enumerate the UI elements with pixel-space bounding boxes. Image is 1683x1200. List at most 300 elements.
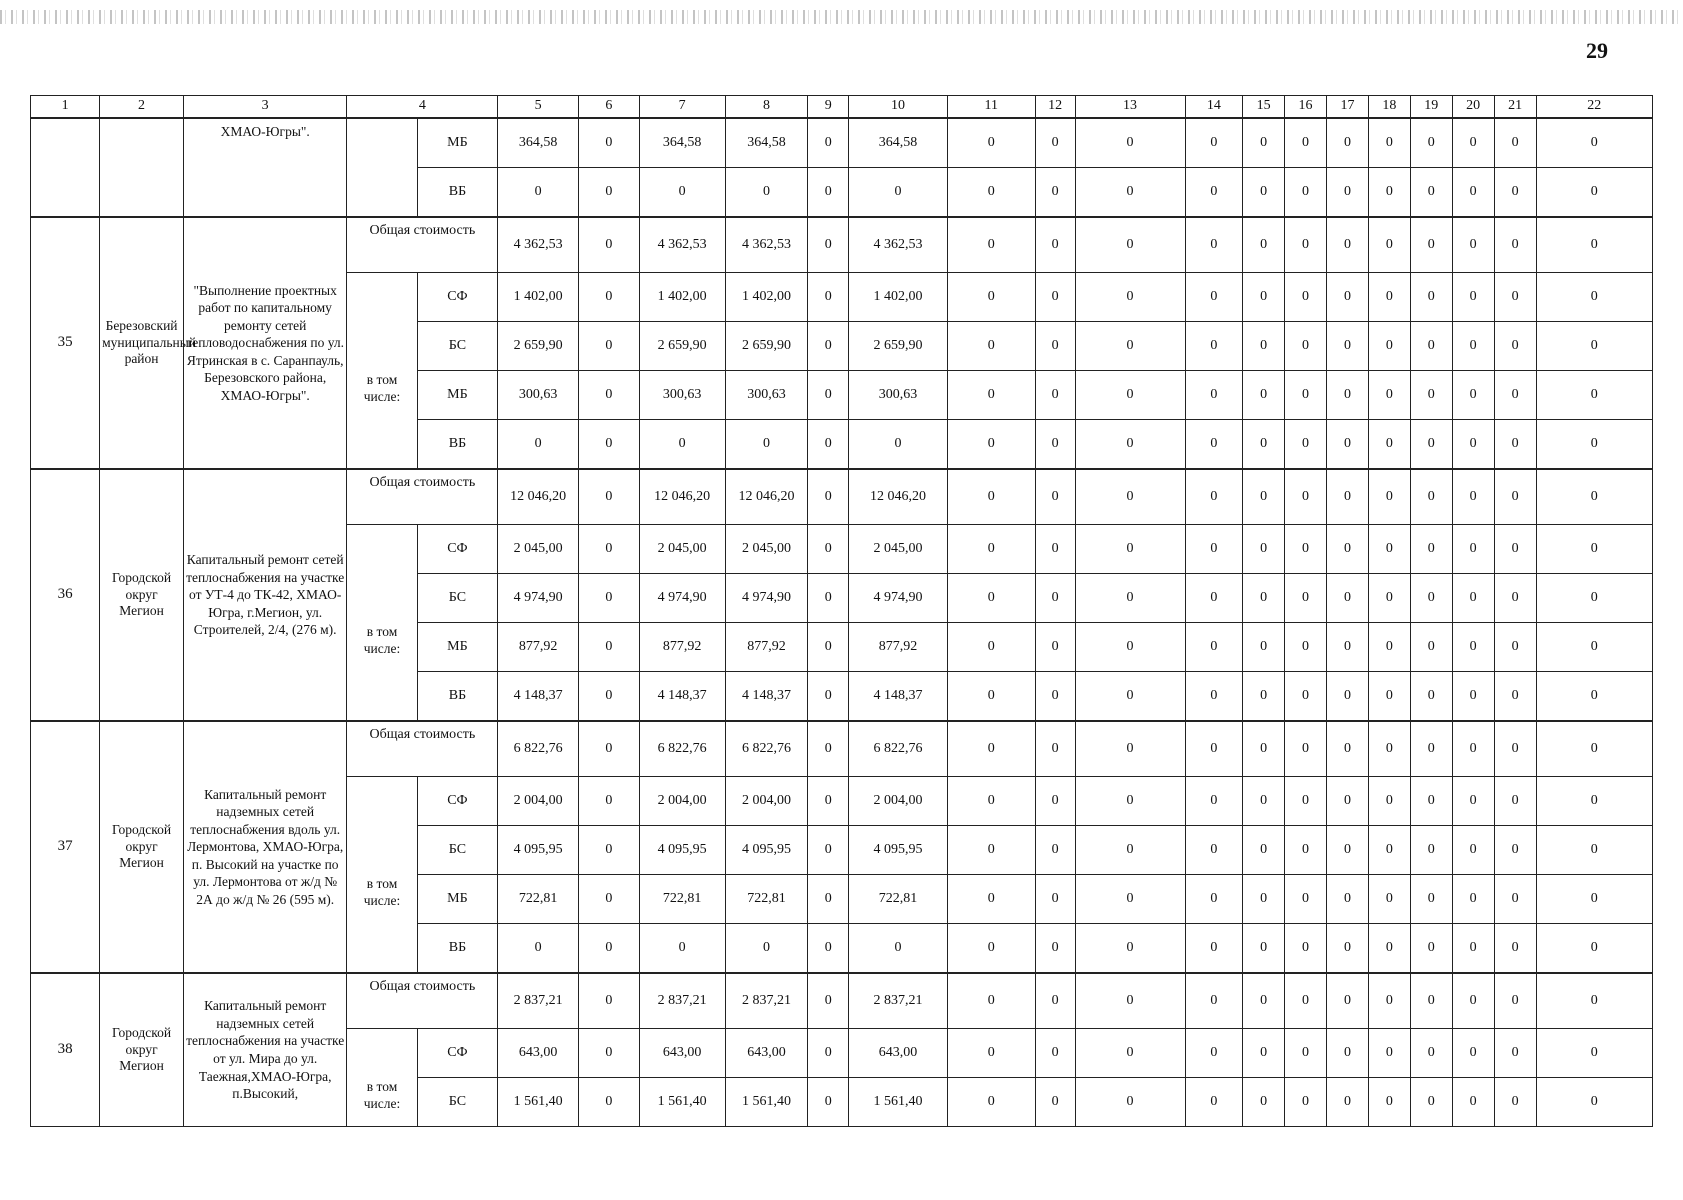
value-col-5: 2 837,21: [498, 973, 579, 1029]
value-col-8: 4 148,37: [725, 672, 808, 722]
value-col-9: 0: [808, 1078, 849, 1127]
value-col-6: 0: [578, 273, 639, 322]
value-col-12: 0: [1035, 574, 1075, 623]
value-col-13: 0: [1075, 322, 1185, 371]
value-col-12: 0: [1035, 525, 1075, 574]
value-col-10: 1 402,00: [849, 273, 947, 322]
value-col-13: 0: [1075, 973, 1185, 1029]
value-col-15: 0: [1243, 273, 1285, 322]
value-col-8: 1 561,40: [725, 1078, 808, 1127]
budget-table: [30, 95, 1653, 1127]
value-col-5: 4 148,37: [498, 672, 579, 722]
value-col-22: 0: [1536, 168, 1652, 218]
value-col-13: 0: [1075, 574, 1185, 623]
value-col-8: 300,63: [725, 371, 808, 420]
value-col-10: 0: [849, 420, 947, 470]
header-cell: 5: [498, 96, 579, 119]
total-label-cell: Общая стоимость: [347, 973, 498, 1029]
value-col-19: 0: [1410, 574, 1452, 623]
value-col-17: 0: [1326, 973, 1368, 1029]
value-col-21: 0: [1494, 574, 1536, 623]
value-col-12: 0: [1035, 420, 1075, 470]
value-col-11: 0: [947, 623, 1035, 672]
value-col-6: 0: [578, 924, 639, 974]
header-cell: 21: [1494, 96, 1536, 119]
value-col-12: 0: [1035, 924, 1075, 974]
funding-source: БС: [417, 322, 498, 371]
value-col-22: 0: [1536, 118, 1652, 168]
header-cell: 2: [100, 96, 184, 119]
value-col-15: 0: [1243, 322, 1285, 371]
value-col-22: 0: [1536, 322, 1652, 371]
value-col-10: 643,00: [849, 1029, 947, 1078]
value-col-9: 0: [808, 777, 849, 826]
value-col-19: 0: [1410, 875, 1452, 924]
value-col-17: 0: [1326, 118, 1368, 168]
value-col-16: 0: [1285, 525, 1327, 574]
value-col-13: 0: [1075, 875, 1185, 924]
value-col-12: 0: [1035, 217, 1075, 273]
value-col-9: 0: [808, 118, 849, 168]
value-col-6: 0: [578, 826, 639, 875]
value-col-18: 0: [1368, 1078, 1410, 1127]
value-col-12: 0: [1035, 777, 1075, 826]
value-col-12: 0: [1035, 672, 1075, 722]
header-cell: 19: [1410, 96, 1452, 119]
value-col-5: 2 004,00: [498, 777, 579, 826]
value-col-8: 6 822,76: [725, 721, 808, 777]
value-col-21: 0: [1494, 168, 1536, 218]
funding-source: СФ: [417, 777, 498, 826]
value-col-22: 0: [1536, 420, 1652, 470]
table-body: [31, 96, 1653, 1127]
row-number-cell: 35: [31, 217, 100, 469]
value-col-19: 0: [1410, 371, 1452, 420]
value-col-17: 0: [1326, 574, 1368, 623]
value-col-10: 877,92: [849, 623, 947, 672]
value-col-13: 0: [1075, 672, 1185, 722]
value-col-5: 2 659,90: [498, 322, 579, 371]
value-col-19: 0: [1410, 973, 1452, 1029]
header-cell: 20: [1452, 96, 1494, 119]
value-col-21: 0: [1494, 1029, 1536, 1078]
value-col-10: 722,81: [849, 875, 947, 924]
value-col-13: 0: [1075, 1029, 1185, 1078]
value-col-14: 0: [1185, 672, 1243, 722]
value-col-17: 0: [1326, 777, 1368, 826]
value-col-14: 0: [1185, 875, 1243, 924]
value-col-8: 2 045,00: [725, 525, 808, 574]
value-col-7: 300,63: [639, 371, 725, 420]
value-col-10: 364,58: [849, 118, 947, 168]
header-cell: 14: [1185, 96, 1243, 119]
header-cell: 6: [578, 96, 639, 119]
funding-source: СФ: [417, 1029, 498, 1078]
value-col-11: 0: [947, 973, 1035, 1029]
value-col-16: 0: [1285, 469, 1327, 525]
value-col-20: 0: [1452, 168, 1494, 218]
value-col-11: 0: [947, 469, 1035, 525]
municipality-cell: [100, 118, 184, 217]
value-col-20: 0: [1452, 973, 1494, 1029]
funding-source: ВБ: [417, 420, 498, 470]
value-col-18: 0: [1368, 623, 1410, 672]
value-col-9: 0: [808, 623, 849, 672]
value-col-12: 0: [1035, 875, 1075, 924]
value-col-19: 0: [1410, 273, 1452, 322]
value-col-20: 0: [1452, 420, 1494, 470]
value-col-17: 0: [1326, 168, 1368, 218]
value-col-14: 0: [1185, 777, 1243, 826]
value-col-9: 0: [808, 1029, 849, 1078]
funding-source: ВБ: [417, 924, 498, 974]
value-col-22: 0: [1536, 623, 1652, 672]
value-col-6: 0: [578, 118, 639, 168]
value-col-14: 0: [1185, 322, 1243, 371]
value-col-17: 0: [1326, 371, 1368, 420]
value-col-12: 0: [1035, 973, 1075, 1029]
value-col-16: 0: [1285, 371, 1327, 420]
value-col-12: 0: [1035, 1078, 1075, 1127]
value-col-12: 0: [1035, 469, 1075, 525]
value-col-16: 0: [1285, 168, 1327, 218]
description-cell: ХМАО-Югры".: [183, 118, 346, 217]
value-col-19: 0: [1410, 672, 1452, 722]
value-col-11: 0: [947, 273, 1035, 322]
value-col-17: 0: [1326, 420, 1368, 470]
value-col-14: 0: [1185, 924, 1243, 974]
value-col-6: 0: [578, 623, 639, 672]
value-col-18: 0: [1368, 217, 1410, 273]
value-col-18: 0: [1368, 168, 1410, 218]
value-col-15: 0: [1243, 672, 1285, 722]
value-col-18: 0: [1368, 420, 1410, 470]
header-cell: 9: [808, 96, 849, 119]
value-col-21: 0: [1494, 924, 1536, 974]
value-col-18: 0: [1368, 118, 1410, 168]
value-col-9: 0: [808, 875, 849, 924]
value-col-5: 300,63: [498, 371, 579, 420]
value-col-17: 0: [1326, 623, 1368, 672]
value-col-10: 4 974,90: [849, 574, 947, 623]
value-col-13: 0: [1075, 826, 1185, 875]
municipality-cell: Городской округ Мегион: [100, 469, 184, 721]
value-col-5: 0: [498, 420, 579, 470]
value-col-17: 0: [1326, 217, 1368, 273]
value-col-14: 0: [1185, 973, 1243, 1029]
value-col-7: 1 402,00: [639, 273, 725, 322]
value-col-13: 0: [1075, 371, 1185, 420]
value-col-5: 643,00: [498, 1029, 579, 1078]
value-col-7: 6 822,76: [639, 721, 725, 777]
value-col-14: 0: [1185, 118, 1243, 168]
row-number-cell: 36: [31, 469, 100, 721]
value-col-19: 0: [1410, 118, 1452, 168]
value-col-5: 2 045,00: [498, 525, 579, 574]
value-col-22: 0: [1536, 217, 1652, 273]
value-col-6: 0: [578, 322, 639, 371]
value-col-13: 0: [1075, 777, 1185, 826]
value-col-14: 0: [1185, 525, 1243, 574]
value-col-12: 0: [1035, 118, 1075, 168]
value-col-11: 0: [947, 168, 1035, 218]
value-col-8: 2 004,00: [725, 777, 808, 826]
value-col-14: 0: [1185, 826, 1243, 875]
value-col-16: 0: [1285, 623, 1327, 672]
header-cell: 8: [725, 96, 808, 119]
value-col-7: 722,81: [639, 875, 725, 924]
value-col-22: 0: [1536, 525, 1652, 574]
value-col-9: 0: [808, 973, 849, 1029]
value-col-6: 0: [578, 672, 639, 722]
value-col-7: 364,58: [639, 118, 725, 168]
value-col-7: 1 561,40: [639, 1078, 725, 1127]
header-cell: 13: [1075, 96, 1185, 119]
value-col-20: 0: [1452, 273, 1494, 322]
total-label-cell: Общая стоимость: [347, 721, 498, 777]
value-col-6: 0: [578, 875, 639, 924]
value-col-12: 0: [1035, 273, 1075, 322]
value-col-11: 0: [947, 1078, 1035, 1127]
value-col-6: 0: [578, 973, 639, 1029]
value-col-9: 0: [808, 672, 849, 722]
funding-source: МБ: [417, 118, 498, 168]
scan-edge-noise: [0, 10, 1683, 24]
header-cell: 7: [639, 96, 725, 119]
value-col-20: 0: [1452, 217, 1494, 273]
value-col-21: 0: [1494, 973, 1536, 1029]
value-col-16: 0: [1285, 420, 1327, 470]
description-cell: Капитальный ремонт сетей теплоснабжения на участке от УТ-4 до ТК-42, ХМАО-Югра, г.Мегион, ул. Строителей, 2/4, (276 м).: [183, 469, 346, 721]
value-col-16: 0: [1285, 217, 1327, 273]
value-col-10: 2 004,00: [849, 777, 947, 826]
value-col-20: 0: [1452, 777, 1494, 826]
value-col-5: 722,81: [498, 875, 579, 924]
value-col-13: 0: [1075, 420, 1185, 470]
value-col-7: 4 148,37: [639, 672, 725, 722]
value-col-10: 0: [849, 924, 947, 974]
value-col-16: 0: [1285, 973, 1327, 1029]
value-col-9: 0: [808, 525, 849, 574]
value-col-12: 0: [1035, 168, 1075, 218]
value-col-6: 0: [578, 217, 639, 273]
value-col-10: 0: [849, 168, 947, 218]
value-col-7: 0: [639, 924, 725, 974]
value-col-18: 0: [1368, 525, 1410, 574]
value-col-16: 0: [1285, 777, 1327, 826]
value-col-9: 0: [808, 273, 849, 322]
header-cell: 12: [1035, 96, 1075, 119]
value-col-9: 0: [808, 168, 849, 218]
municipality-cell: Березовский муниципальный район: [100, 217, 184, 469]
value-col-9: 0: [808, 371, 849, 420]
value-col-8: 4 362,53: [725, 217, 808, 273]
value-col-21: 0: [1494, 525, 1536, 574]
value-col-20: 0: [1452, 322, 1494, 371]
value-col-17: 0: [1326, 875, 1368, 924]
value-col-15: 0: [1243, 525, 1285, 574]
value-col-15: 0: [1243, 826, 1285, 875]
value-col-10: 4 362,53: [849, 217, 947, 273]
value-col-22: 0: [1536, 973, 1652, 1029]
value-col-5: 12 046,20: [498, 469, 579, 525]
description-cell: Капитальный ремонт надземных сетей теплоснабжения на участке от ул. Мира до ул. Таежная,ХМАО-Югра, п.Высокий,: [183, 973, 346, 1127]
value-col-22: 0: [1536, 371, 1652, 420]
including-cell: в том числе:: [347, 1029, 417, 1127]
value-col-16: 0: [1285, 721, 1327, 777]
value-col-21: 0: [1494, 875, 1536, 924]
row-number-cell: 37: [31, 721, 100, 973]
value-col-21: 0: [1494, 273, 1536, 322]
value-col-6: 0: [578, 721, 639, 777]
value-col-10: 2 837,21: [849, 973, 947, 1029]
value-col-22: 0: [1536, 1078, 1652, 1127]
value-col-19: 0: [1410, 777, 1452, 826]
value-col-11: 0: [947, 777, 1035, 826]
value-col-5: 0: [498, 924, 579, 974]
value-col-20: 0: [1452, 371, 1494, 420]
value-col-14: 0: [1185, 168, 1243, 218]
value-col-13: 0: [1075, 623, 1185, 672]
total-label-cell: Общая стоимость: [347, 217, 498, 273]
value-col-20: 0: [1452, 118, 1494, 168]
value-col-13: 0: [1075, 1078, 1185, 1127]
value-col-7: 0: [639, 168, 725, 218]
funding-source: СФ: [417, 273, 498, 322]
header-cell: 3: [183, 96, 346, 119]
value-col-18: 0: [1368, 273, 1410, 322]
value-col-8: 877,92: [725, 623, 808, 672]
value-col-12: 0: [1035, 623, 1075, 672]
value-col-15: 0: [1243, 623, 1285, 672]
value-col-7: 12 046,20: [639, 469, 725, 525]
value-col-20: 0: [1452, 924, 1494, 974]
including-cell: в том числе:: [347, 525, 417, 722]
value-col-11: 0: [947, 721, 1035, 777]
value-col-16: 0: [1285, 574, 1327, 623]
value-col-15: 0: [1243, 469, 1285, 525]
value-col-10: 12 046,20: [849, 469, 947, 525]
value-col-15: 0: [1243, 973, 1285, 1029]
funding-source: МБ: [417, 623, 498, 672]
value-col-11: 0: [947, 924, 1035, 974]
value-col-13: 0: [1075, 525, 1185, 574]
value-col-8: 12 046,20: [725, 469, 808, 525]
value-col-15: 0: [1243, 777, 1285, 826]
value-col-7: 2 837,21: [639, 973, 725, 1029]
value-col-20: 0: [1452, 623, 1494, 672]
value-col-7: 643,00: [639, 1029, 725, 1078]
value-col-10: 6 822,76: [849, 721, 947, 777]
value-col-18: 0: [1368, 672, 1410, 722]
value-col-13: 0: [1075, 217, 1185, 273]
value-col-12: 0: [1035, 721, 1075, 777]
value-col-14: 0: [1185, 273, 1243, 322]
value-col-18: 0: [1368, 1029, 1410, 1078]
value-col-22: 0: [1536, 469, 1652, 525]
value-col-21: 0: [1494, 777, 1536, 826]
value-col-7: 4 095,95: [639, 826, 725, 875]
value-col-16: 0: [1285, 273, 1327, 322]
value-col-22: 0: [1536, 924, 1652, 974]
municipality-cell: Городской округ Мегион: [100, 973, 184, 1127]
value-col-21: 0: [1494, 623, 1536, 672]
value-col-8: 364,58: [725, 118, 808, 168]
value-col-7: 0: [639, 420, 725, 470]
value-col-16: 0: [1285, 672, 1327, 722]
value-col-22: 0: [1536, 721, 1652, 777]
value-col-16: 0: [1285, 322, 1327, 371]
funding-source: БС: [417, 1078, 498, 1127]
value-col-11: 0: [947, 574, 1035, 623]
value-col-21: 0: [1494, 217, 1536, 273]
value-col-7: 877,92: [639, 623, 725, 672]
project-total-row: [31, 973, 1653, 1029]
value-col-18: 0: [1368, 826, 1410, 875]
value-col-5: 1 402,00: [498, 273, 579, 322]
value-col-18: 0: [1368, 777, 1410, 826]
value-col-22: 0: [1536, 826, 1652, 875]
value-col-16: 0: [1285, 924, 1327, 974]
value-col-14: 0: [1185, 371, 1243, 420]
funding-source: СФ: [417, 525, 498, 574]
value-col-19: 0: [1410, 420, 1452, 470]
value-col-20: 0: [1452, 1029, 1494, 1078]
value-col-15: 0: [1243, 875, 1285, 924]
value-col-18: 0: [1368, 875, 1410, 924]
value-col-19: 0: [1410, 525, 1452, 574]
value-col-6: 0: [578, 168, 639, 218]
value-col-20: 0: [1452, 525, 1494, 574]
value-col-22: 0: [1536, 574, 1652, 623]
value-col-13: 0: [1075, 118, 1185, 168]
value-col-5: 1 561,40: [498, 1078, 579, 1127]
value-col-12: 0: [1035, 1029, 1075, 1078]
value-col-12: 0: [1035, 371, 1075, 420]
including-cell: в том числе:: [347, 273, 417, 470]
funding-source: ВБ: [417, 168, 498, 218]
value-col-13: 0: [1075, 168, 1185, 218]
value-col-11: 0: [947, 826, 1035, 875]
value-col-10: 300,63: [849, 371, 947, 420]
value-col-14: 0: [1185, 217, 1243, 273]
value-col-7: 4 362,53: [639, 217, 725, 273]
municipality-cell: Городской округ Мегион: [100, 721, 184, 973]
value-col-18: 0: [1368, 924, 1410, 974]
value-col-18: 0: [1368, 371, 1410, 420]
value-col-12: 0: [1035, 322, 1075, 371]
value-col-11: 0: [947, 118, 1035, 168]
value-col-18: 0: [1368, 574, 1410, 623]
value-col-15: 0: [1243, 118, 1285, 168]
value-col-11: 0: [947, 371, 1035, 420]
value-col-14: 0: [1185, 574, 1243, 623]
funding-source: ВБ: [417, 672, 498, 722]
value-col-22: 0: [1536, 1029, 1652, 1078]
value-col-17: 0: [1326, 672, 1368, 722]
value-col-13: 0: [1075, 273, 1185, 322]
value-col-19: 0: [1410, 469, 1452, 525]
value-col-5: 4 974,90: [498, 574, 579, 623]
value-col-12: 0: [1035, 826, 1075, 875]
project-total-row: [31, 217, 1653, 273]
value-col-17: 0: [1326, 721, 1368, 777]
value-col-21: 0: [1494, 826, 1536, 875]
value-col-22: 0: [1536, 777, 1652, 826]
value-col-19: 0: [1410, 924, 1452, 974]
value-col-15: 0: [1243, 721, 1285, 777]
value-col-6: 0: [578, 420, 639, 470]
